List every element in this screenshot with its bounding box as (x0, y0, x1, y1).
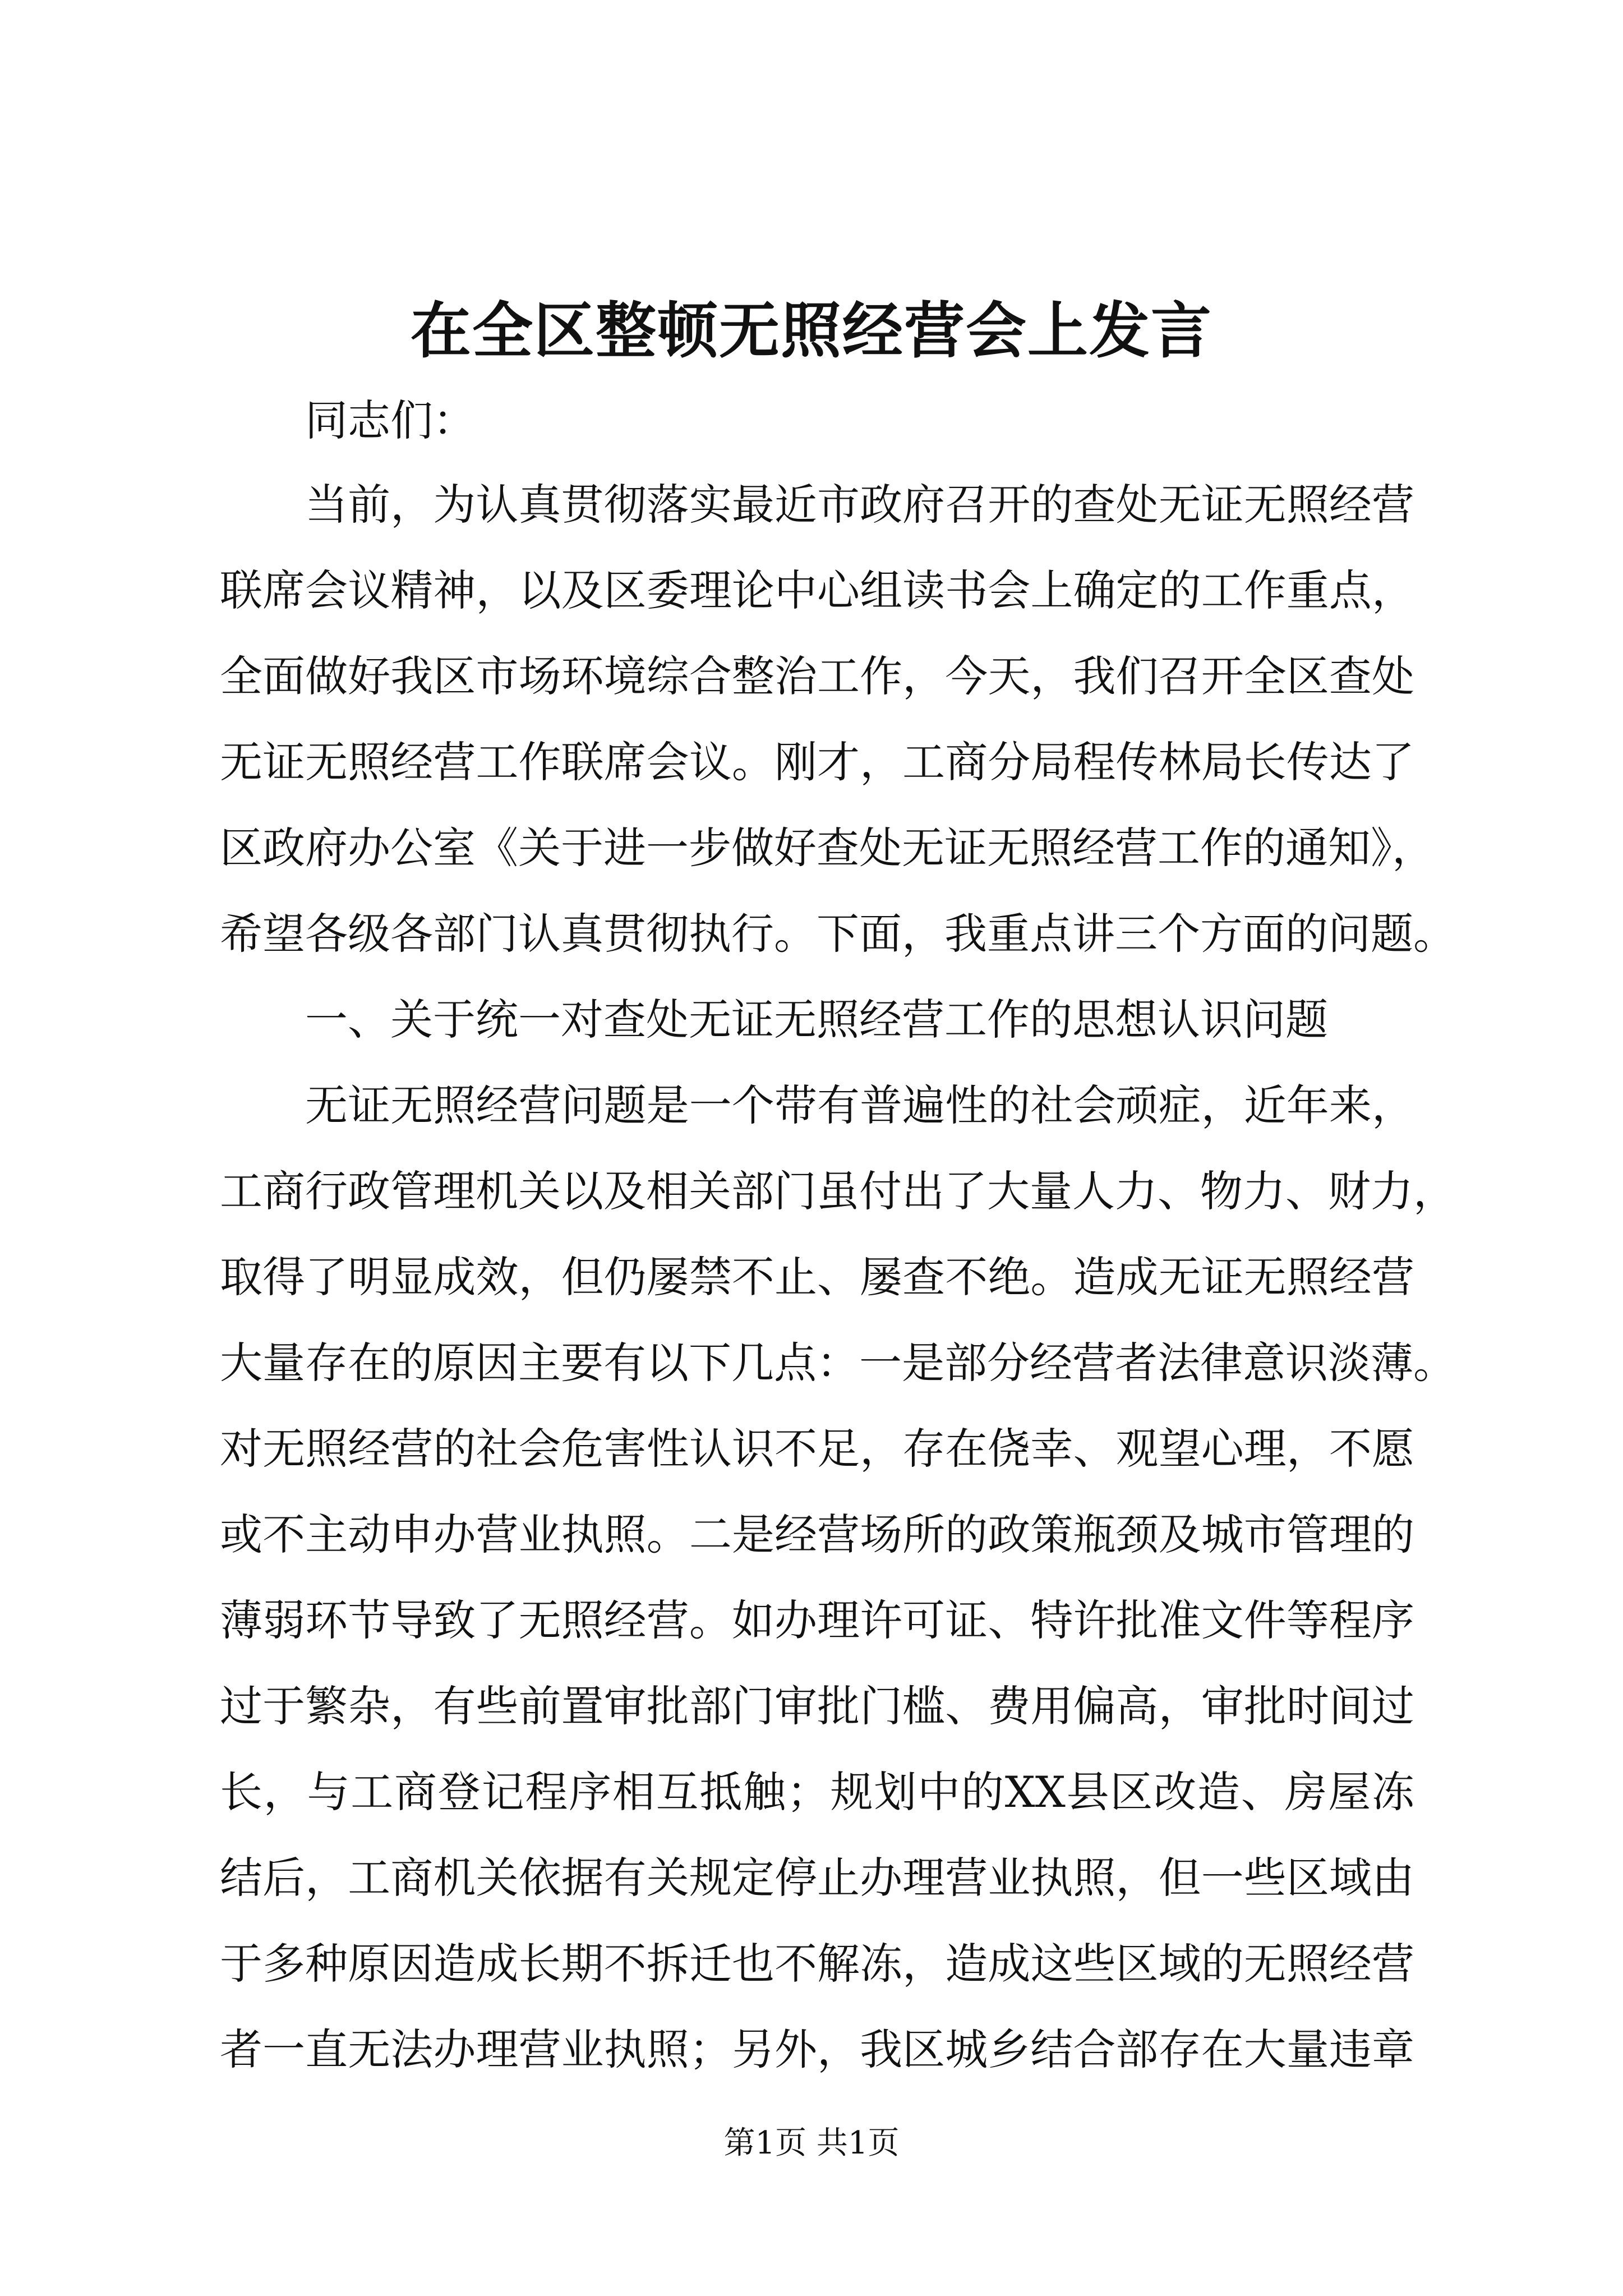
document-title: 在全区整顿无照经营会上发言 (410, 296, 1212, 366)
body-line: 全面做好我区市场环境综合整治工作，今天，我们召开全区查处 (220, 651, 1414, 701)
section-heading: 一、关于统一对查处无证无照经营工作的思想认识问题 (305, 995, 1328, 1045)
body-line: 对无照经营的社会危害性认识不足，存在侥幸、观望心理，不愿 (220, 1424, 1414, 1474)
body-line: 长，与工商登记程序相互抵触；规划中的XX县区改造、房屋冻 (220, 1767, 1414, 1817)
body-line: 于多种原因造成长期不拆迁也不解冻，造成这些区域的无照经营 (220, 1939, 1414, 1989)
page-footer: 第1页 共1页 (723, 2125, 900, 2161)
body-line: 无证无照经营工作联席会议。刚才，工商分局程传林局长传达了 (220, 737, 1414, 787)
body-line: 薄弱环节导致了无照经营。如办理许可证、特许批准文件等程序 (220, 1595, 1414, 1645)
body-line: 无证无照经营问题是一个带有普遍性的社会顽症，近年来， (305, 1080, 1414, 1130)
salutation-line: 同志们： (305, 395, 476, 445)
body-line: 希望各级各部门认真贯彻执行。下面，我重点讲三个方面的问题。 (220, 909, 1456, 959)
body-line: 工商行政管理机关以及相关部门虽付出了大量人力、物力、财力， (220, 1166, 1456, 1216)
body-line: 结后，工商机关依据有关规定停止办理营业执照，但一些区域由 (220, 1853, 1414, 1903)
body-line: 区政府办公室《关于进一步做好查处无证无照经营工作的通知》， (220, 823, 1435, 873)
body-line: 联席会议精神，以及区委理论中心组读书会上确定的工作重点， (220, 565, 1414, 615)
body-line: 当前，为认真贯彻落实最近市政府召开的查处无证无照经营 (305, 480, 1414, 530)
body-line: 取得了明显成效，但仍屡禁不止、屡查不绝。造成无证无照经营 (220, 1252, 1414, 1302)
body-line: 大量存在的原因主要有以下几点：一是部分经营者法律意识淡薄。 (220, 1338, 1456, 1388)
body-line: 者一直无法办理营业执照；另外，我区城乡结合部存在大量违章 (220, 2024, 1414, 2074)
body-line: 过于繁杂，有些前置审批部门审批门槛、费用偏高，审批时间过 (220, 1681, 1414, 1731)
body-line: 或不主动申办营业执照。二是经营场所的政策瓶颈及城市管理的 (220, 1510, 1414, 1559)
